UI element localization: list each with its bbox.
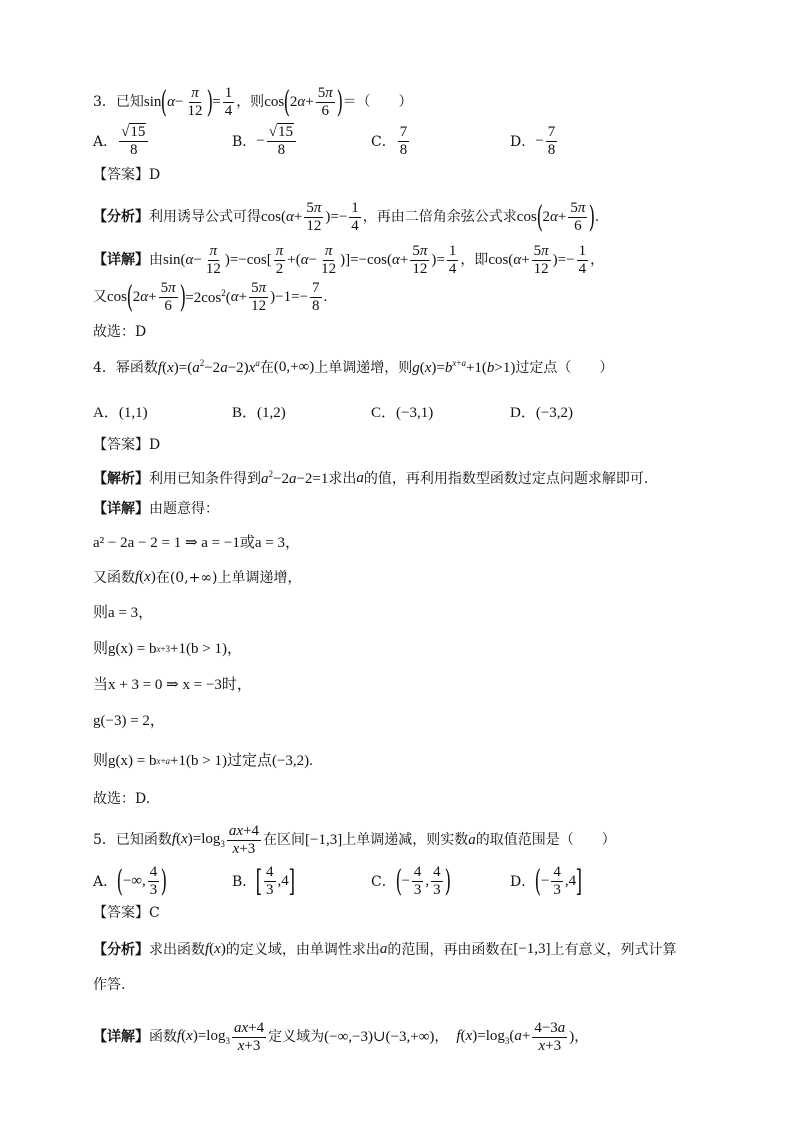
q4-detail-text: 由题意得：	[149, 501, 219, 517]
q4-analysis-tag: 【解析】	[93, 470, 149, 487]
q3-option-a-label: A．	[93, 134, 118, 150]
q3-analysis-text2: ，再由二倍角余弦公式求	[362, 209, 517, 225]
q5-detail-text: 函数	[149, 1029, 177, 1045]
q3-option-d-label: D．	[510, 134, 536, 150]
q3-option-b: B． − $\frac{√15}{8}$	[232, 124, 298, 158]
q3-detail-line2: 又 cos ( 2 α + $\frac{5\pi}{6}$ ) $=2\cos^2$( α + $\frac{5\pi}{12}$ )−1=− $\frac{7}{8}$ .	[93, 279, 328, 315]
q3-option-c-label: C．	[371, 134, 396, 150]
q4-analysis-text3: 的值，再利用指数型函数过定点问题求解即可.	[363, 470, 649, 487]
q5-answer: 【答案】C	[93, 905, 160, 921]
q4-analysis-text2: 求出	[328, 470, 357, 487]
q3-analysis-tag: 【分析】	[93, 209, 149, 225]
q4-step4-b: +1(b > 1)，	[170, 641, 242, 657]
q5-detail-text3: ，	[574, 1029, 589, 1045]
q5-stem-mid: 在区间	[263, 832, 306, 848]
q5-option-d-label: D．	[510, 874, 536, 890]
q5-analysis-text4: 上有意义，列式计算	[550, 941, 677, 958]
q4-step2-b: 在(0,+∞)上单调递增，	[155, 569, 302, 586]
q3-detail-tag: 【详解】	[93, 252, 149, 268]
q4-step2: 又函数 f(x) 在(0,+∞)上单调递增，	[93, 569, 302, 586]
q5-stem-prefix: 5．已知函数	[93, 832, 172, 848]
q3-option-c: C． $\frac{7}{8}$	[371, 124, 408, 158]
q4-analysis: 【解析】 利用已知条件得到 $a^2-2a-2=1$ 求出 a 的值，再利用指数型函数过定点问题求解即可.	[93, 469, 649, 487]
q4-step5: 当x + 3 = 0 ⇒ x = −3时，	[93, 677, 252, 693]
q4-stem-prefix: 4．幂函数	[93, 359, 158, 376]
q3-detail: 【详解】 由 sin( α − $\frac{\pi}{12}$ )=−cos[ $\frac{\pi}{2}$ +( α − $\frac{\pi}{12}$ )]=−cos( α + $\frac{5\pi}{12}$ )= $\frac{1}{4}$ ，即 cos( α + $\frac{5\pi}{12}$ )=− $\frac{1}{4}$ ，	[93, 243, 605, 277]
q4-answer: 【答案】D	[93, 437, 161, 453]
q5-option-c: C． ( − $\frac{4}{3}$ , $\frac{4}{3}$ )	[371, 863, 451, 899]
q4-stem-mid: 在	[259, 359, 274, 376]
q3-option-a: A． $\frac{√15}{8}$	[93, 124, 150, 158]
q3-detail3-prefix: 又	[93, 289, 107, 305]
q4-option-d: D．(−3,2)	[510, 405, 574, 421]
q3-stem-mid: ，则	[236, 94, 265, 110]
q3-option-d: D． − $\frac{7}{8}$	[510, 124, 556, 158]
q3-answer: 【答案】D	[93, 167, 161, 183]
q5-option-a-label: A．	[93, 874, 118, 890]
q4-step4-a: 则g(x) = b	[93, 641, 157, 657]
q4-detail-tag: 【详解】	[93, 501, 149, 517]
q5-option-b: B． [ $\frac{4}{3}$ ,4 ]	[232, 863, 295, 899]
q4-conclusion: 故选：D.	[93, 791, 151, 807]
q4-step1: a² − 2a − 2 = 1 ⇒ a = −1或a = 3，	[93, 535, 300, 551]
q5-stem-mid2: 上单调递减，则实数	[342, 832, 469, 848]
q5-stem: 5．已知函数 $f(x)=\log_3$ $\frac{ax+4}{x+3}$ 在区间 [−1,3] 上单调递减，则实数 a 的取值范围是（ ）	[93, 823, 616, 857]
q5-analysis-line2: 作答.	[93, 977, 126, 993]
q4-option-a: A．(1,1)	[93, 405, 148, 421]
q5-detail: 【详解】 函数 $f(x)=\log_3$ $\frac{ax+4}{x+3}$ 定义域为 (−∞,−3)∪(−3,+∞) ， $f(x)=\log_3(a+$ $\frac{4-3a}{x+3}$ ) ，	[93, 1020, 589, 1054]
q4-step7: 则g(x) = b x+a +1(b > 1)过定点(−3,2).	[93, 753, 313, 769]
q4-step7-b: +1(b > 1)过定点(−3,2).	[170, 753, 313, 769]
q3-stem-end: ＝（ ）	[342, 94, 413, 110]
q5-analysis-text3: 的范围，再由函数在	[387, 941, 514, 958]
q4-analysis-text: 利用已知条件得到	[149, 470, 261, 487]
q4-stem-end: 过定点（ ）	[515, 359, 614, 376]
q4-step4: 则g(x) = b x+3 +1(b > 1)，	[93, 641, 242, 657]
q5-stem-end: 的取值范围是（ ）	[475, 832, 616, 848]
q5-analysis-tag: 【分析】	[93, 941, 149, 958]
q3-option-b-label: B．	[232, 134, 257, 150]
q3-analysis-text: 利用诱导公式可得	[149, 209, 261, 225]
q3-detail-text2: ，即	[460, 252, 489, 268]
q5-analysis: 【分析】 求出函数 f(x) 的定义域，由单调性求出 a 的范围，再由函数在 [−1,3] 上有意义，列式计算	[93, 941, 677, 958]
q4-step7-a: 则g(x) = b	[93, 753, 157, 769]
q4-step3: 则a = 3，	[93, 605, 154, 621]
q3-detail-text: 由	[149, 252, 163, 268]
q4-step6: g(−3) = 2，	[93, 713, 165, 729]
q5-option-c-label: C．	[371, 874, 396, 890]
q4-option-c: C．(−3,1)	[371, 405, 434, 421]
q5-option-b-label: B．	[232, 874, 257, 890]
q4-stem: 4．幂函数 $f(x)=(a^2-2a-2)x^a$ 在 (0,+∞) 上单调递增，则 $g(x)=b^{x+a}+1(b>1)$ 过定点（ ）	[93, 358, 614, 376]
q3-stem: 3．已知 sin ( α − $\frac{\pi}{12}$ ) = $\frac{1}{4}$ ，则 cos ( 2 α + $\frac{5\pi}{6}$ ) ＝（ ）	[93, 84, 413, 120]
q4-option-b: B．(1,2)	[232, 405, 286, 421]
q5-detail-tag: 【详解】	[93, 1029, 149, 1045]
q3-conclusion: 故选：D	[93, 324, 147, 340]
q3-stem-prefix: 3．已知	[93, 94, 144, 110]
q4-stem-mid2: 上单调递增，则	[314, 359, 413, 376]
q5-analysis-text2: 的定义域，由单调性求出	[225, 941, 380, 958]
q3-analysis: 【分析】 利用诱导公式可得 cos( α + $\frac{5\pi}{12}$ )=− $\frac{1}{4}$ ，再由二倍角余弦公式求 cos ( 2 α + $\frac{5\pi}{6}$ ) .	[93, 199, 599, 235]
q5-analysis-text: 求出函数	[149, 941, 205, 958]
q5-option-a: A． ( −∞, $\frac{4}{3}$ )	[93, 863, 168, 899]
q4-detail	[93, 502, 219, 516]
q5-option-d: D． ( − $\frac{4}{3}$ ,4 ]	[510, 863, 583, 899]
q5-detail-text2: 定义域为	[268, 1029, 325, 1045]
q4-step2-a: 又函数	[93, 569, 135, 586]
